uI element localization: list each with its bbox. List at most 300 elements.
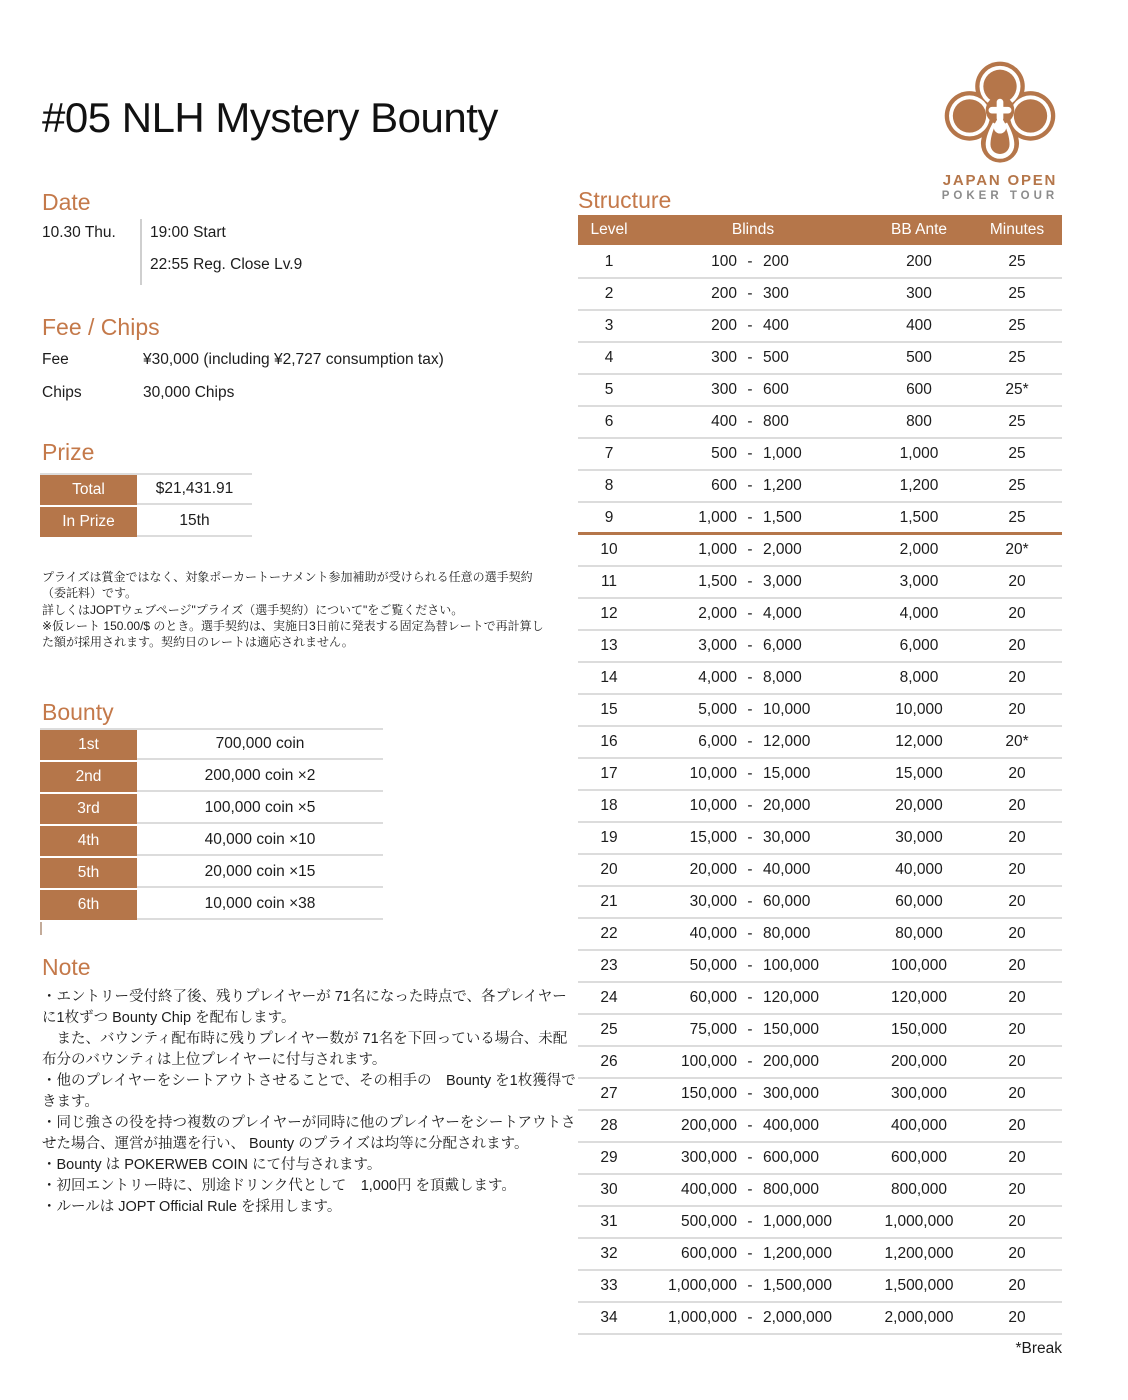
blinds-separator: - bbox=[747, 893, 753, 910]
blinds-separator: - bbox=[747, 285, 753, 302]
level-cell: 32 bbox=[600, 1245, 618, 1262]
bb-ante-cell: 100,000 bbox=[890, 957, 948, 974]
blinds-separator: - bbox=[747, 829, 753, 846]
blinds-separator: - bbox=[747, 1021, 753, 1038]
blinds-cell bbox=[640, 989, 866, 1007]
small-blind-value: 3,000 bbox=[698, 637, 737, 654]
bounty-rank: 5th bbox=[40, 858, 137, 888]
blinds-cell bbox=[640, 893, 866, 911]
level-cell: 19 bbox=[600, 829, 618, 846]
fee-value: 30,000 Chips bbox=[143, 384, 235, 401]
date-heading: Date bbox=[42, 189, 91, 215]
structure-row bbox=[578, 951, 1062, 983]
minutes-cell: 20 bbox=[1008, 989, 1026, 1006]
structure-row bbox=[578, 663, 1062, 695]
small-blind-value: 200 bbox=[711, 317, 737, 334]
bb-ante-cell: 1,200,000 bbox=[884, 1245, 954, 1262]
small-blind-value: 1,000,000 bbox=[668, 1277, 737, 1294]
bounty-rank: 2nd bbox=[40, 762, 137, 792]
jopt-logo bbox=[932, 60, 1068, 202]
small-blind-value: 100 bbox=[711, 253, 737, 270]
prize-row bbox=[40, 475, 252, 505]
blinds-separator: - bbox=[747, 1053, 753, 1070]
fee-label: Chips bbox=[42, 384, 82, 401]
small-blind-value: 100,000 bbox=[680, 1053, 737, 1070]
level-cell: 28 bbox=[600, 1117, 618, 1134]
blinds-cell bbox=[640, 317, 866, 335]
big-blind-value: 400 bbox=[763, 317, 789, 334]
structure-row bbox=[578, 407, 1062, 439]
date-time-line: 22:55 Reg. Close Lv.9 bbox=[150, 256, 303, 273]
bounty-value: 20,000 coin ×15 bbox=[137, 858, 383, 888]
blinds-separator: - bbox=[747, 1149, 753, 1166]
bb-ante-column-header: BB Ante bbox=[890, 221, 947, 238]
blinds-cell bbox=[640, 1149, 866, 1167]
blinds-cell bbox=[640, 925, 866, 943]
note-item: ・初回エントリー時に、別途ドリンク代として 1,000円 を頂戴します。 bbox=[42, 1178, 516, 1194]
level-cell: 24 bbox=[600, 989, 618, 1006]
big-blind-value: 200 bbox=[763, 253, 789, 270]
big-blind-value: 500 bbox=[763, 349, 789, 366]
minutes-cell: 20 bbox=[1008, 701, 1026, 718]
level-cell: 16 bbox=[600, 733, 618, 750]
level-cell: 7 bbox=[604, 445, 614, 462]
big-blind-value: 1,500 bbox=[763, 508, 802, 526]
structure-row bbox=[578, 695, 1062, 727]
bb-ante-cell: 200 bbox=[906, 253, 932, 270]
structure-row bbox=[578, 1111, 1062, 1143]
structure-row bbox=[578, 1015, 1062, 1047]
note-item: ・エントリー受付終了後、残りプレイヤーが 71名になった時点で、各プレイヤーに1枚ずつ Bounty Chip を配布します。 bbox=[42, 989, 567, 1026]
level-cell: 17 bbox=[600, 765, 618, 782]
level-cell: 12 bbox=[600, 605, 618, 622]
bb-ante-cell: 2,000 bbox=[899, 541, 939, 558]
blinds-separator: - bbox=[747, 1245, 753, 1262]
bb-ante-cell: 3,000 bbox=[899, 573, 939, 590]
bounty-row bbox=[40, 858, 383, 888]
bounty-row bbox=[40, 826, 383, 856]
blinds-cell bbox=[640, 733, 866, 751]
level-cell: 6 bbox=[604, 413, 614, 430]
bounty-value: 10,000 coin ×38 bbox=[137, 890, 383, 920]
minutes-cell: 20 bbox=[1008, 1245, 1026, 1262]
bb-ante-cell: 12,000 bbox=[895, 733, 943, 750]
blinds-separator: - bbox=[747, 605, 753, 622]
minutes-cell: 20 bbox=[1008, 637, 1026, 654]
small-blind-value: 1,000,000 bbox=[668, 1309, 737, 1326]
bb-ante-cell: 600,000 bbox=[890, 1149, 948, 1166]
prize-heading: Prize bbox=[42, 439, 95, 465]
prize-table bbox=[40, 473, 252, 539]
blinds-separator: - bbox=[747, 797, 753, 814]
big-blind-value: 3,000 bbox=[763, 573, 802, 590]
big-blind-value: 10,000 bbox=[763, 701, 811, 718]
blinds-cell bbox=[640, 413, 866, 431]
minutes-cell: 20* bbox=[1005, 733, 1029, 750]
big-blind-value: 120,000 bbox=[763, 989, 820, 1006]
minutes-cell: 20 bbox=[1008, 893, 1026, 910]
small-blind-value: 40,000 bbox=[689, 925, 737, 942]
structure-row bbox=[578, 1239, 1062, 1271]
structure-row bbox=[578, 567, 1062, 599]
blinds-column-header: Blinds bbox=[731, 221, 775, 238]
big-blind-value: 20,000 bbox=[763, 797, 811, 814]
fee-value: ¥30,000 (including ¥2,727 consumption tax) bbox=[143, 351, 444, 368]
blinds-separator: - bbox=[747, 413, 753, 430]
bounty-value: 200,000 coin ×2 bbox=[137, 762, 383, 792]
big-blind-value: 300,000 bbox=[763, 1085, 820, 1102]
bb-ante-cell: 300,000 bbox=[890, 1085, 948, 1102]
blinds-separator: - bbox=[747, 541, 753, 558]
bb-ante-cell: 10,000 bbox=[895, 701, 943, 718]
big-blind-value: 400,000 bbox=[763, 1117, 820, 1134]
level-cell: 5 bbox=[604, 381, 614, 398]
small-blind-value: 300,000 bbox=[680, 1149, 737, 1166]
date-divider bbox=[140, 219, 142, 285]
blinds-cell bbox=[640, 573, 866, 591]
bounty-rank: 3rd bbox=[40, 794, 137, 824]
brand-primary: JAPAN OPEN bbox=[942, 172, 1058, 189]
minutes-column-header: Minutes bbox=[989, 221, 1045, 238]
note-list bbox=[42, 987, 579, 1218]
bounty-value: 100,000 coin ×5 bbox=[137, 794, 383, 824]
small-blind-value: 600,000 bbox=[680, 1245, 737, 1262]
big-blind-value: 2,000,000 bbox=[763, 1309, 832, 1326]
blinds-cell bbox=[640, 1117, 866, 1135]
bounty-table bbox=[40, 728, 383, 922]
big-blind-value: 600 bbox=[763, 381, 789, 398]
bb-ante-cell: 800 bbox=[906, 413, 932, 430]
small-blind-value: 200,000 bbox=[680, 1117, 737, 1134]
level-cell: 14 bbox=[600, 669, 618, 686]
structure-row bbox=[578, 1143, 1062, 1175]
level-cell: 34 bbox=[600, 1309, 618, 1326]
blinds-separator: - bbox=[747, 445, 753, 462]
big-blind-value: 80,000 bbox=[763, 925, 811, 942]
blinds-cell bbox=[640, 1309, 866, 1327]
date-value: 10.30 Thu. bbox=[42, 224, 116, 241]
blinds-cell bbox=[640, 1181, 866, 1199]
bb-ante-cell: 1,500 bbox=[899, 508, 939, 526]
disclaimer-line: プライズは賞金ではなく、対象ポーカートーナメント参加補助が受けられる任意の選手契約（委託料）です。 bbox=[42, 570, 533, 600]
big-blind-value: 1,500,000 bbox=[763, 1277, 832, 1294]
minutes-cell: 20 bbox=[1008, 605, 1026, 622]
bb-ante-cell: 300 bbox=[906, 285, 932, 302]
disclaimer-line: ※仮レート 150.00/$ のとき。選手契約は、実施日3日前に発表する固定為替レートで再計算した額が採用されます。契約日のレートは適応されません。 bbox=[42, 619, 544, 650]
minutes-cell: 20 bbox=[1008, 861, 1026, 878]
big-blind-value: 100,000 bbox=[763, 957, 820, 974]
structure-table bbox=[578, 215, 1062, 1335]
date-time-line: 19:00 Start bbox=[150, 224, 226, 241]
blinds-separator: - bbox=[747, 1309, 753, 1326]
level-cell: 30 bbox=[600, 1181, 618, 1198]
big-blind-value: 150,000 bbox=[763, 1021, 820, 1038]
prize-disclaimer bbox=[42, 570, 550, 652]
note-item: ・Bounty は POKERWEB COIN にて付与されます。 bbox=[42, 1157, 382, 1173]
bb-ante-cell: 1,200 bbox=[899, 477, 939, 494]
big-blind-value: 300 bbox=[763, 285, 789, 302]
big-blind-value: 2,000 bbox=[763, 541, 802, 558]
blinds-cell bbox=[640, 349, 866, 367]
structure-row bbox=[578, 503, 1062, 535]
bb-ante-cell: 30,000 bbox=[895, 829, 943, 846]
minutes-cell: 25 bbox=[1008, 508, 1026, 526]
small-blind-value: 10,000 bbox=[689, 797, 737, 814]
blinds-separator: - bbox=[747, 1085, 753, 1102]
structure-row bbox=[578, 247, 1062, 279]
disclaimer-line: 詳しくはJOPTウェブページ"プライズ（選手契約）について"をご覧ください。 bbox=[42, 602, 464, 617]
small-blind-value: 6,000 bbox=[698, 733, 737, 750]
structure-row bbox=[578, 375, 1062, 407]
bb-ante-cell: 400 bbox=[906, 317, 932, 334]
minutes-cell: 25 bbox=[1008, 253, 1026, 270]
level-cell: 31 bbox=[600, 1213, 618, 1230]
level-cell: 1 bbox=[604, 253, 614, 270]
level-cell: 11 bbox=[600, 573, 618, 590]
big-blind-value: 4,000 bbox=[763, 605, 802, 622]
bb-ante-cell: 600 bbox=[906, 381, 932, 398]
bb-ante-cell: 80,000 bbox=[895, 925, 943, 942]
blinds-cell bbox=[640, 509, 866, 527]
level-cell: 25 bbox=[600, 1021, 618, 1038]
level-cell: 10 bbox=[600, 541, 618, 558]
small-blind-value: 600 bbox=[711, 477, 737, 494]
minutes-cell: 25 bbox=[1008, 285, 1026, 302]
structure-row bbox=[578, 1079, 1062, 1111]
big-blind-value: 6,000 bbox=[763, 637, 802, 654]
break-footnote: *Break bbox=[1015, 1340, 1062, 1357]
blinds-separator: - bbox=[747, 253, 753, 270]
blinds-separator: - bbox=[747, 989, 753, 1006]
blinds-cell bbox=[640, 829, 866, 847]
bounty-value: 700,000 coin bbox=[137, 730, 383, 760]
small-blind-value: 10,000 bbox=[689, 765, 737, 782]
structure-row bbox=[578, 535, 1062, 567]
bounty-row bbox=[40, 730, 383, 760]
level-cell: 9 bbox=[604, 508, 614, 526]
level-cell: 8 bbox=[604, 477, 614, 494]
blinds-separator: - bbox=[747, 1213, 753, 1230]
blinds-cell bbox=[640, 541, 866, 559]
structure-row bbox=[578, 471, 1062, 503]
fee-row bbox=[42, 384, 444, 402]
structure-row bbox=[578, 1047, 1062, 1079]
blinds-separator: - bbox=[747, 1117, 753, 1134]
minutes-cell: 20 bbox=[1008, 925, 1026, 942]
small-blind-value: 75,000 bbox=[689, 1021, 737, 1038]
fee-chips-heading: Fee / Chips bbox=[42, 314, 160, 340]
blinds-separator: - bbox=[747, 477, 753, 494]
minutes-cell: 25* bbox=[1005, 381, 1029, 398]
fee-chips-list bbox=[42, 351, 444, 417]
note-item: ・ルールは JOPT Official Rule を採用します。 bbox=[42, 1199, 342, 1215]
note-item: また、バウンティ配布時に残りプレイヤー数が 71名を下回っている場合、未配布分のバウンティは上位プレイヤーに付与されます。 bbox=[42, 1031, 568, 1068]
level-cell: 21 bbox=[600, 893, 618, 910]
big-blind-value: 1,200 bbox=[763, 477, 802, 494]
structure-row bbox=[578, 279, 1062, 311]
minutes-cell: 25 bbox=[1008, 317, 1026, 334]
blinds-separator: - bbox=[747, 349, 753, 366]
bb-ante-cell: 120,000 bbox=[890, 989, 948, 1006]
minutes-cell: 20 bbox=[1008, 1149, 1026, 1166]
blinds-separator: - bbox=[747, 1181, 753, 1198]
small-blind-value: 60,000 bbox=[689, 989, 737, 1006]
blinds-cell bbox=[640, 1213, 866, 1231]
structure-row bbox=[578, 855, 1062, 887]
bb-ante-cell: 4,000 bbox=[899, 605, 939, 622]
level-cell: 20 bbox=[600, 861, 618, 878]
small-blind-value: 300 bbox=[711, 349, 737, 366]
big-blind-value: 1,200,000 bbox=[763, 1245, 832, 1262]
big-blind-value: 800,000 bbox=[763, 1181, 820, 1198]
club-clover-icon bbox=[939, 60, 1061, 168]
fee-label: Fee bbox=[42, 351, 69, 368]
big-blind-value: 800 bbox=[763, 413, 789, 430]
bounty-row bbox=[40, 794, 383, 824]
bb-ante-cell: 60,000 bbox=[895, 893, 943, 910]
level-cell: 2 bbox=[604, 285, 614, 302]
big-blind-value: 60,000 bbox=[763, 893, 811, 910]
note-item: ・同じ強さの役を持つ複数のプレイヤーが同時に他のプレイヤーをシートアウトさせた場合、運営が抽選を行い、 Bounty のプライズは均等に分配されます。 bbox=[42, 1115, 576, 1152]
small-blind-value: 5,000 bbox=[698, 701, 737, 718]
note-heading: Note bbox=[42, 954, 91, 980]
brand-secondary: POKER TOUR bbox=[941, 190, 1059, 202]
bounty-rank: 1st bbox=[40, 730, 137, 760]
level-cell: 29 bbox=[600, 1149, 618, 1166]
minutes-cell: 20 bbox=[1008, 957, 1026, 974]
small-blind-value: 200 bbox=[711, 285, 737, 302]
minutes-cell: 25 bbox=[1008, 445, 1026, 462]
blinds-cell bbox=[640, 637, 866, 655]
small-blind-value: 1,000 bbox=[698, 508, 737, 526]
big-blind-value: 200,000 bbox=[763, 1053, 820, 1070]
blinds-cell bbox=[640, 797, 866, 815]
small-blind-value: 50,000 bbox=[689, 957, 737, 974]
small-blind-value: 500,000 bbox=[680, 1213, 737, 1230]
minutes-cell: 20 bbox=[1008, 1053, 1026, 1070]
date-time-list bbox=[150, 224, 302, 288]
structure-row bbox=[578, 727, 1062, 759]
blinds-separator: - bbox=[747, 701, 753, 718]
minutes-cell: 20 bbox=[1008, 1021, 1026, 1038]
structure-row bbox=[578, 311, 1062, 343]
blinds-cell bbox=[640, 1245, 866, 1263]
minutes-cell: 20 bbox=[1008, 669, 1026, 686]
minutes-cell: 25 bbox=[1008, 349, 1026, 366]
big-blind-value: 8,000 bbox=[763, 669, 802, 686]
minutes-cell: 20 bbox=[1008, 829, 1026, 846]
note-item: ・他のプレイヤーをシートアウトさせることで、その相手の Bounty を1枚獲得できます。 bbox=[42, 1073, 576, 1110]
bb-ante-cell: 400,000 bbox=[890, 1117, 948, 1134]
small-blind-value: 4,000 bbox=[698, 669, 737, 686]
small-blind-value: 20,000 bbox=[689, 861, 737, 878]
level-cell: 23 bbox=[600, 957, 618, 974]
bb-ante-cell: 200,000 bbox=[890, 1053, 948, 1070]
blinds-cell bbox=[640, 1277, 866, 1295]
prize-value: $21,431.91 bbox=[137, 475, 252, 505]
big-blind-value: 12,000 bbox=[763, 733, 811, 750]
structure-row bbox=[578, 983, 1062, 1015]
level-cell: 33 bbox=[600, 1277, 618, 1294]
level-cell: 4 bbox=[604, 349, 614, 366]
structure-row bbox=[578, 1175, 1062, 1207]
level-column-header: Level bbox=[590, 221, 628, 238]
blinds-cell bbox=[640, 1085, 866, 1103]
bb-ante-cell: 1,000 bbox=[899, 445, 939, 462]
blinds-cell bbox=[640, 253, 866, 271]
structure-heading: Structure bbox=[578, 187, 672, 213]
level-cell: 13 bbox=[600, 637, 618, 654]
small-blind-value: 400 bbox=[711, 413, 737, 430]
structure-row bbox=[578, 823, 1062, 855]
small-blind-value: 1,500 bbox=[698, 573, 737, 590]
big-blind-value: 40,000 bbox=[763, 861, 811, 878]
big-blind-value: 15,000 bbox=[763, 765, 811, 782]
blinds-cell bbox=[640, 701, 866, 719]
minutes-cell: 25 bbox=[1008, 477, 1026, 494]
minutes-cell: 20 bbox=[1008, 1085, 1026, 1102]
blinds-separator: - bbox=[747, 508, 753, 526]
minutes-cell: 20 bbox=[1008, 1117, 1026, 1134]
bb-ante-cell: 15,000 bbox=[895, 765, 943, 782]
structure-row bbox=[578, 599, 1062, 631]
blinds-cell bbox=[640, 381, 866, 399]
prize-value: 15th bbox=[137, 507, 252, 537]
level-cell: 15 bbox=[600, 701, 618, 718]
blinds-separator: - bbox=[747, 733, 753, 750]
bounty-row bbox=[40, 762, 383, 792]
blinds-separator: - bbox=[747, 957, 753, 974]
fee-row bbox=[42, 351, 444, 369]
bb-ante-cell: 800,000 bbox=[890, 1181, 948, 1198]
blinds-separator: - bbox=[747, 381, 753, 398]
blinds-cell bbox=[640, 765, 866, 783]
blinds-cell bbox=[640, 285, 866, 303]
bb-ante-cell: 20,000 bbox=[895, 797, 943, 814]
minutes-cell: 20 bbox=[1008, 573, 1026, 590]
bb-ante-cell: 1,000,000 bbox=[884, 1213, 954, 1230]
structure-row bbox=[578, 887, 1062, 919]
structure-row bbox=[578, 791, 1062, 823]
bounty-heading: Bounty bbox=[42, 699, 114, 725]
blinds-cell bbox=[640, 445, 866, 463]
structure-row bbox=[578, 1271, 1062, 1303]
big-blind-value: 600,000 bbox=[763, 1149, 820, 1166]
small-blind-value: 150,000 bbox=[680, 1085, 737, 1102]
minutes-cell: 20 bbox=[1008, 797, 1026, 814]
prize-row bbox=[40, 507, 252, 537]
bounty-row bbox=[40, 890, 383, 920]
structure-rows bbox=[578, 247, 1062, 1335]
small-blind-value: 15,000 bbox=[689, 829, 737, 846]
minutes-cell: 20 bbox=[1008, 1277, 1026, 1294]
blinds-cell bbox=[640, 1053, 866, 1071]
small-blind-value: 300 bbox=[711, 381, 737, 398]
page-title: #05 NLH Mystery Bounty bbox=[42, 94, 498, 141]
minutes-cell: 20 bbox=[1008, 1213, 1026, 1230]
structure-row bbox=[578, 439, 1062, 471]
blinds-separator: - bbox=[747, 573, 753, 590]
structure-row bbox=[578, 1207, 1062, 1239]
blinds-separator: - bbox=[747, 669, 753, 686]
blinds-separator: - bbox=[747, 637, 753, 654]
prize-label: In Prize bbox=[40, 507, 137, 537]
structure-row bbox=[578, 1303, 1062, 1335]
bb-ante-cell: 150,000 bbox=[890, 1021, 948, 1038]
big-blind-value: 1,000 bbox=[763, 445, 802, 462]
level-cell: 27 bbox=[600, 1085, 618, 1102]
blinds-separator: - bbox=[747, 765, 753, 782]
